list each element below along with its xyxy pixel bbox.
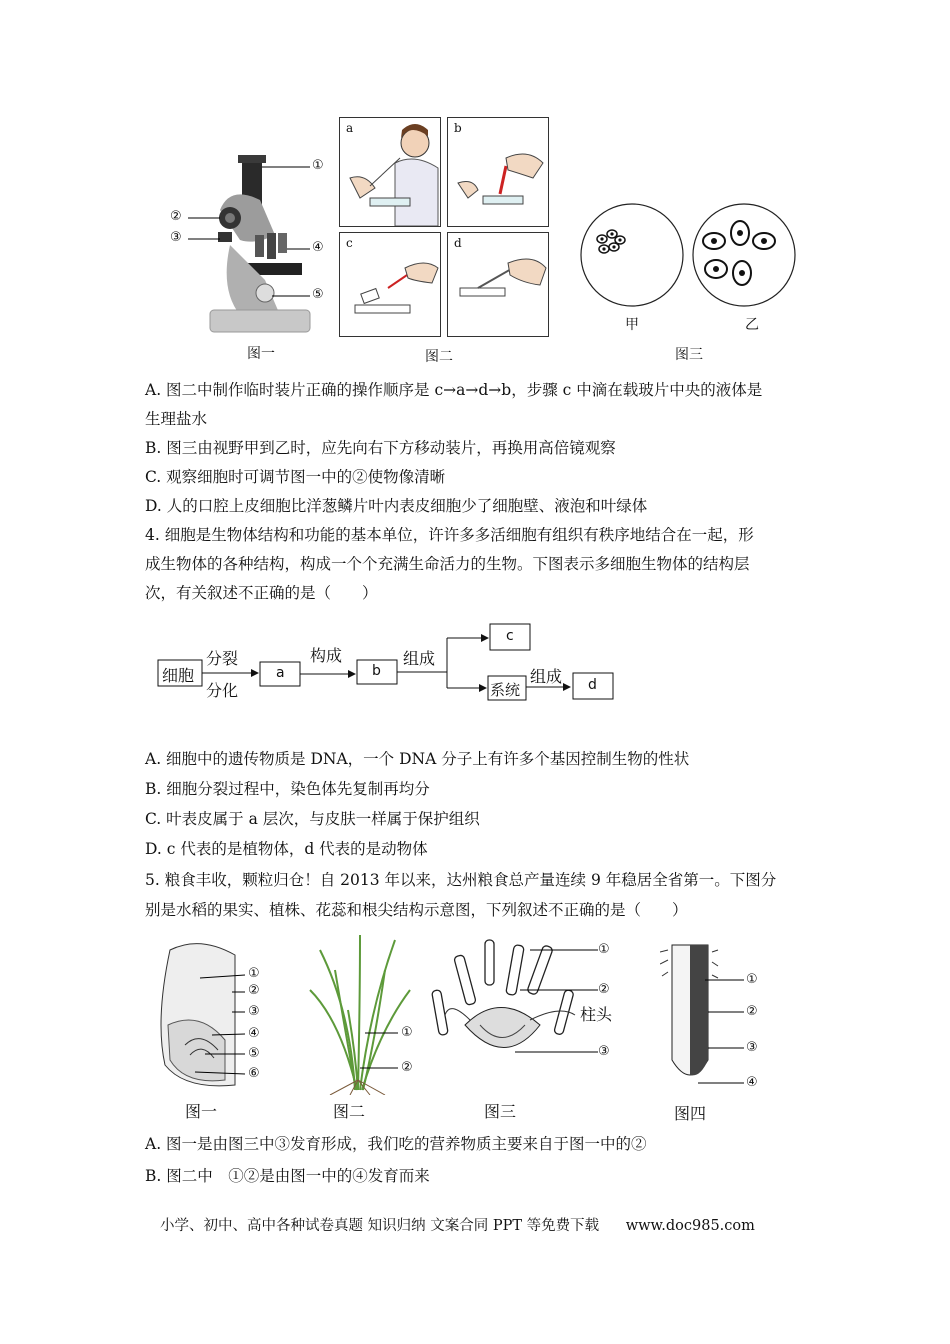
row2-caption-4: 图四 (674, 1104, 707, 1123)
footer-link[interactable]: www.doc985.com (625, 1218, 755, 1234)
root-label-1: ① (746, 972, 758, 987)
root-label-4: ④ (746, 1075, 758, 1090)
seed-label-4: ④ (248, 1026, 260, 1041)
fig2-panel-a (339, 117, 441, 227)
q4-stem-3: 次，有关叙述不正确的是（ ） (145, 584, 378, 602)
seed-label-1: ① (248, 966, 260, 981)
label-divide: 分裂 (206, 649, 239, 668)
figure-row-2 (140, 930, 800, 1130)
panel-letter: c (346, 236, 353, 250)
footer-text: 小学、初中、高中各种试卷真题 知识归纳 文案合同 PPT 等免费下载 (160, 1218, 600, 1234)
footer (160, 1214, 755, 1235)
q5-stem-2: 别是水稻的果实、植株、花蕊和根尖结构示意图，下列叙述不正确的是（ ） (145, 901, 688, 919)
q4-option-c: C. 叶表皮属于 a 层次，与皮肤一样属于保护组织 (145, 810, 480, 828)
fig3-views (580, 203, 800, 313)
fig2-panel-d (447, 232, 549, 337)
structure-hierarchy-diagram (150, 620, 630, 710)
q4-stem-2: 成生物体的各种结构，构成一个个充满生命活力的生物。下图表示多细胞生物体的结构层 (145, 555, 750, 573)
row2-caption-3: 图三 (484, 1102, 517, 1121)
label-compose-2: 组成 (530, 667, 563, 686)
panel-letter: b (454, 121, 462, 135)
fig3-view-jia: 甲 (625, 317, 639, 333)
node-d: d (588, 677, 597, 693)
fig1-label-3: ③ (170, 230, 182, 245)
row2-caption-2: 图二 (333, 1102, 366, 1121)
q3-option-d: D. 人的口腔上皮细胞比洋葱鳞片叶内表皮细胞少了细胞壁、液泡和叶绿体 (145, 497, 648, 515)
label-differentiate: 分化 (206, 681, 239, 700)
fig2-caption: 图二 (425, 349, 453, 365)
fig1-label-2: ② (170, 209, 182, 224)
label-compose-1: 组成 (403, 649, 436, 668)
fig1-label-5: ⑤ (312, 287, 324, 302)
plant-label-1: ① (401, 1025, 413, 1040)
q4-option-b: B. 细胞分裂过程中，染色体先复制再均分 (145, 780, 430, 798)
panel-letter: d (454, 236, 462, 250)
figure-row-1 (160, 115, 810, 365)
label-form: 构成 (310, 646, 343, 665)
q5-option-a: A. 图一是由图三中③发育形成，我们吃的营养物质主要来自于图一中的② (145, 1135, 647, 1153)
stigma-label: 柱头 (580, 1005, 613, 1024)
microscope-figure (160, 115, 340, 345)
panel-letter: a (346, 121, 354, 135)
seed-label-5: ⑤ (248, 1046, 260, 1061)
q4-stem-1: 4. 细胞是生物体结构和功能的基本单位，许许多多活细胞有组织有秩序地结合在一起，形 (145, 526, 754, 544)
flower-label-3: ③ (598, 1044, 610, 1059)
root-label-3: ③ (746, 1040, 758, 1055)
q3-option-b: B. 图三由视野甲到乙时，应先向右下方移动装片，再换用高倍镜观察 (145, 439, 616, 457)
q3-option-c: C. 观察细胞时可调节图一中的②使物像清晰 (145, 468, 446, 486)
q5-option-b: B. 图二中 ①②是由图一中的④发育而来 (145, 1167, 430, 1185)
fig1-caption: 图一 (247, 346, 275, 362)
flower-label-1: ① (598, 942, 610, 957)
fig3-view-yi: 乙 (745, 317, 759, 333)
q4-option-d: D. c 代表的是植物体，d 代表的是动物体 (145, 840, 428, 858)
fig2-panel-c (339, 232, 441, 337)
seed-label-6: ⑥ (248, 1066, 260, 1081)
q4-option-a: A. 细胞中的遗传物质是 DNA，一个 DNA 分子上有许多个基因控制生物的性状 (145, 750, 690, 768)
row2-caption-1: 图一 (185, 1102, 218, 1121)
q5-stem-1: 5. 粮食丰收，颗粒归仓！自 2013 年以来，达州粮食总产量连续 9 年稳居全省第一。下图分 (145, 871, 777, 889)
node-c: c (506, 628, 514, 644)
node-b: b (372, 663, 381, 679)
q3-option-a: A. 图二中制作临时装片正确的操作顺序是 c→a→d→b，步骤 c 中滴在载玻片中央的液体是 (145, 381, 763, 399)
node-cell: 细胞 (162, 666, 195, 685)
seed-label-3: ③ (248, 1004, 260, 1019)
fig3-caption: 图三 (675, 347, 703, 363)
node-a: a (276, 665, 285, 681)
fig1-label-1: ① (312, 158, 324, 173)
root-label-2: ② (746, 1004, 758, 1019)
flower-label-2: ② (598, 982, 610, 997)
fig2-panel-b (447, 117, 549, 227)
plant-label-2: ② (401, 1060, 413, 1075)
node-system: 系统 (490, 681, 521, 699)
fig1-label-4: ④ (312, 240, 324, 255)
q3-option-a-cont: 生理盐水 (145, 410, 208, 428)
seed-label-2: ② (248, 983, 260, 998)
